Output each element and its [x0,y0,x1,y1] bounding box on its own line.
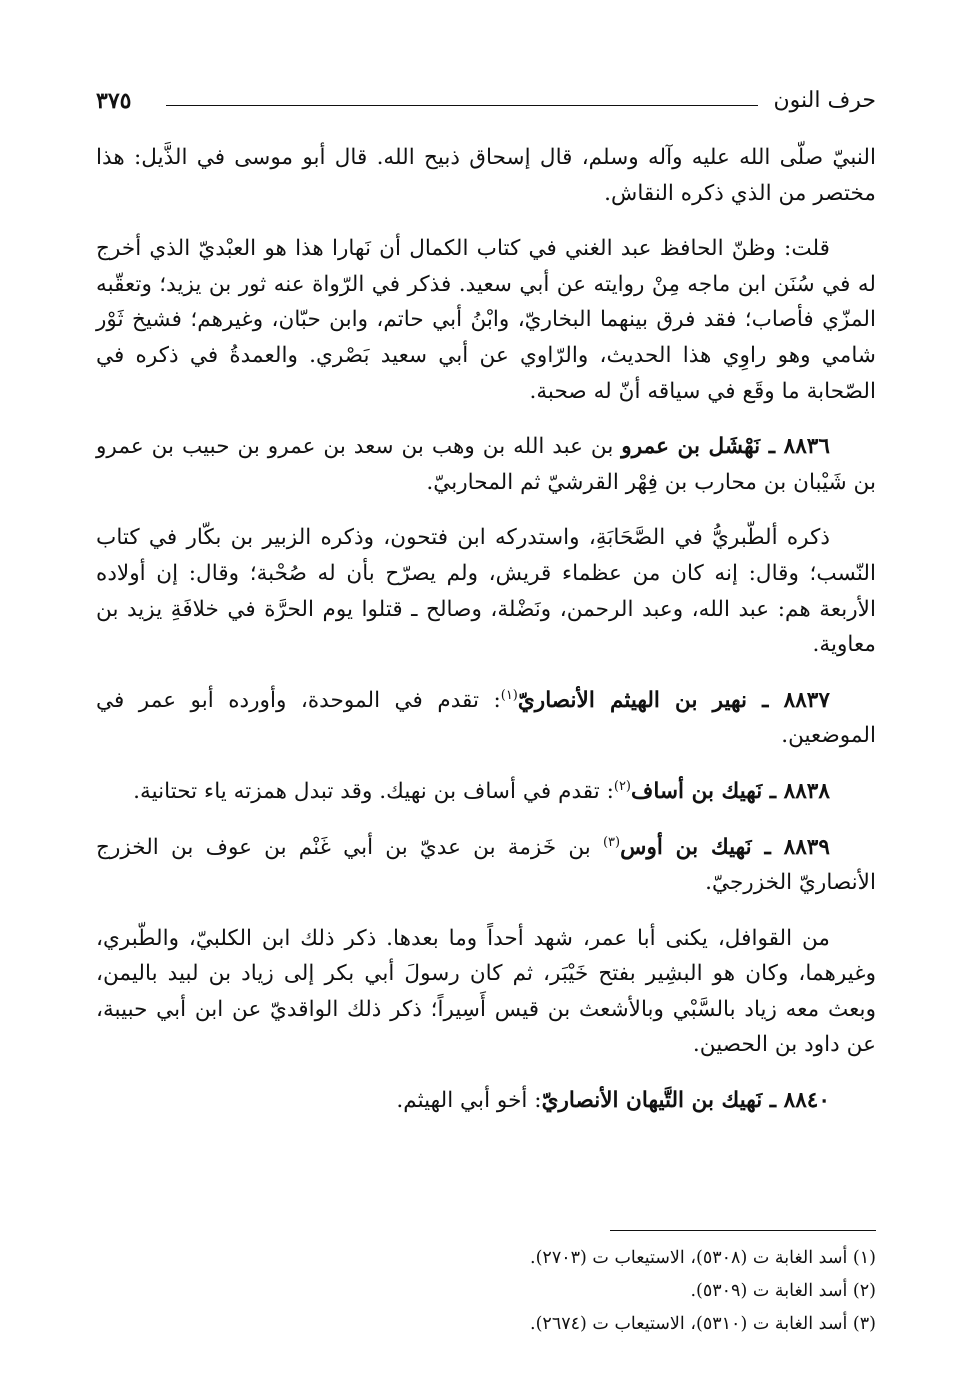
entry-8837 [96,683,876,754]
entry-number: ٨٨٣٩ [783,834,830,860]
paragraph-continuation: النبيّ صلّى الله عليه وآله وسلم، قال إسحاق ذبيح الله. قال أبو موسى في الذَّيل: هذا مختصر من الذي ذكره النقاش. [96,145,876,206]
entry-dash: ـ [762,1088,784,1114]
entry-text: : تقدم في الموحدة، وأورده أبو عمر في الموضعين. [96,687,876,749]
header-rule [166,105,758,106]
entry-dash: ـ [760,434,784,460]
entry-text: : تقدم في أساف بن نهيك. وقد تبدل همزته ياء تحتانية. [133,778,614,804]
footnote-reference: (١) [500,687,518,703]
entry-text: : أخو أبي الهيثم. [396,1088,542,1114]
entry-8839 [96,830,876,901]
paragraph-entry-8836-detail: ذكره ألطّبريُّ في الصَّحَابَةِ، واستدركه ابن فتحون، وذكره الزبير بن بكّار في كتاب النّسب؛ وقال: إنه كان من عظماء قريش، ولم يصرّح بأن له صُحْبة؛ وقال: إن أولاده الأربعة هم: عبد الله، وعبد الرحمن، ونَضْلة، وصالح ـ قتلوا يوم الحرَّة في خلافَةِ يزيد بن معاوية. [96,525,876,658]
entry-8840 [96,1083,876,1119]
paragraph-entry-8839-detail: من القوافل، يكنى أبا عمر، شهد أحداً وما بعدها. ذكر ذلك ابن الكلبيّ، والطّبري، وغيرهما، وكان هو البشِير بفتح خَيْبَر، ثم كان رسولَ أبي بكر إلى زياد بن لبيد باليمن، وبعث معه زياد بالسَّبْي وبالأشعث بن قيس أَسِيراً؛ ذكر ذلك الواقديّ عن ابن أبي حبيبة، عن داود بن الحصين. [96,925,876,1058]
entry-8838 [96,774,876,810]
footnote-reference: (٢) [613,778,631,794]
entry-dash: ـ [762,778,784,804]
paragraph-commentary: قلت: وظنّ الحافظ عبد الغني في كتاب الكمال أن نَهارا هذا هو العبْديّ الذي أخرج له في سُنَن ابن ماجه مِنْ روايته عن أبي سعيد. فذكر في الرّواة عنه ثور بن يزيد؛ وتعقّبه المزّي فأصاب؛ فقد فرق بينهما البخاريّ، وابْنُ أبي حاتم، وابن حبّان، وغيرهم؛ فشيخ ثَوْر شامي وهو راوِي هذا الحديث، والرّاوي عن أبي سعيد بَصْري. والعمدةُ في ذكره في الصّحابة ما وقَع في سياقه أنّ له صحبة. [96,236,876,404]
footnotes [96,1242,876,1341]
footnote-separator [610,1230,876,1231]
footnote-3: (٣) أسد الغابة ت (٥٣١٠)، الاستيعاب ت (٢٦٧٤). [530,1314,876,1334]
entry-text: بن عبد الله بن وهب بن سعد بن عمرو بن حبيب بن عمرو بن شَيْبان بن محارب بن فِهْر القرشيّ ثم المحاربيّ. [96,434,876,495]
entry-number: ٨٨٤٠ [783,1088,830,1114]
footnote-2: (٢) أسد الغابة ت (٥٣٠٩). [690,1281,876,1301]
entry-number: ٨٨٣٧ [783,687,830,713]
entry-dash: ـ [747,687,784,713]
main-text [96,140,876,1139]
entry-name: نهير بن الهيثم الأنصاريّ [517,687,747,713]
footnote-1: (١) أسد الغابة ت (٥٣٠٨)، الاستيعاب ت (٢٧٠٣). [530,1248,876,1268]
page-header [96,86,876,122]
entry-number: ٨٨٣٦ [783,434,830,460]
footnote-reference: (٣) [602,834,621,850]
entry-8836 [96,429,876,500]
entry-text: بن خَزمة بن عديّ بن أبي غَنْم بن عوف بن الخزرج الأنصاريّ الخزرجيّ. [96,834,876,896]
entry-number: ٨٨٣٨ [783,778,830,804]
entry-name: نَهيك بن أوس [620,834,752,860]
page-number: ٣٧٥ [96,88,132,114]
chapter-title: حرف النون [773,88,876,113]
entry-name: نَهيك بن التَّيهان الأنصاريّ [541,1088,763,1114]
entry-name: نَهْشَل بن عمرو [621,434,761,460]
entry-name: نَهيك بن أساف [631,778,763,804]
entry-dash: ـ [751,834,784,860]
